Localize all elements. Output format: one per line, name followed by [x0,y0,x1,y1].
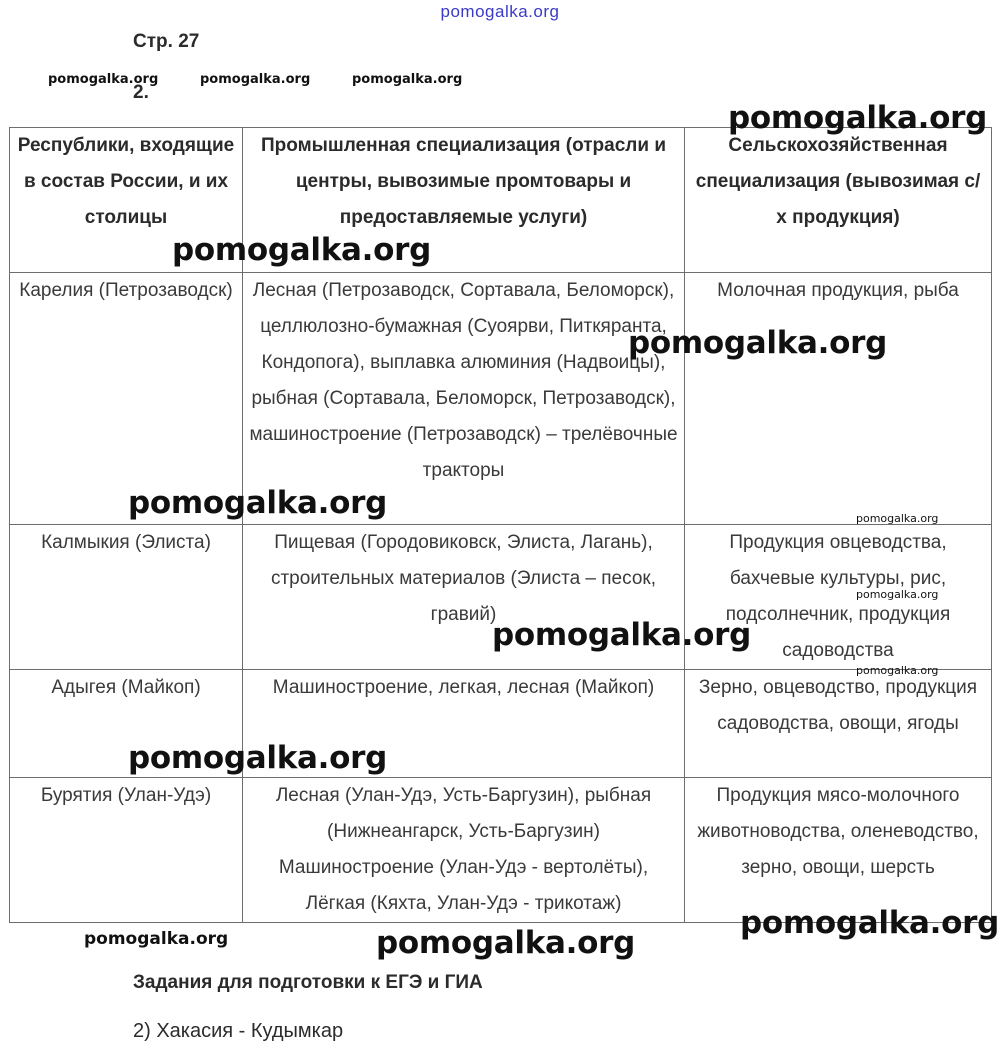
cell-republic: Бурятия (Улан-Удэ) [10,778,243,923]
watermark: pomogalka.org [48,72,159,87]
cell-industry: Лесная (Петрозаводск, Сортавала, Беломорск), целлюлозно-бумажная (Суоярви, Питкяранта, Кондопога), выплавка алюминия (Надвоицы), рыбная (Сортавала, Беломорск, Петрозаводск), машиностроение (Петрозаводск) – трелёвочные тракторы [243,273,685,525]
watermark: pomogalka.org [128,485,388,521]
answer-text: 2) Хакасия - Кудымкар [133,1020,344,1042]
watermark: pomogalka.org [376,925,636,961]
column-header-republics: Республики, входящие в состав России, и их столицы [10,128,243,273]
column-header-industry: Промышленная специализация (отрасли и центры, вывозимые промтовары и предоставляемые услуги) [243,128,685,273]
site-link[interactable]: pomogalka.org [440,2,560,21]
watermark: pomogalka.org [856,664,939,677]
watermark: pomogalka.org [128,740,388,776]
cell-republic: Карелия (Петрозаводск) [10,273,243,525]
cell-industry: Машиностроение, легкая, лесная (Майкоп) [243,670,685,778]
watermark: pomogalka.org [352,72,463,87]
watermark: pomogalka.org [172,232,432,268]
cell-agriculture: Продукция овцеводства, бахчевые культуры, рис, подсолнечник, продукция садоводства [685,525,992,670]
watermark: pomogalka.org [740,905,1000,941]
cell-agriculture: Зерно, овцеводство, продукция садоводства, овощи, ягоды [685,670,992,778]
task-number: 2. [133,82,149,103]
cell-republic: Калмыкия (Элиста) [10,525,243,670]
section-title: Задания для подготовки к ЕГЭ и ГИА [133,972,483,993]
table-row [10,778,992,923]
cell-agriculture: Продукция мясо-молочного животноводства, оленеводство, зерно, овощи, шерсть [685,778,992,923]
cell-industry: Пищевая (Городовиковск, Элиста, Лагань), строительных материалов (Элиста – песок, гравий) [243,525,685,670]
watermark: pomogalka.org [728,100,988,136]
watermark: pomogalka.org [856,512,939,525]
regions-table [9,127,992,923]
cell-industry: Лесная (Улан-Удэ, Усть-Баргузин), рыбная (Нижнеангарск, Усть-Баргузин) Машиностроение (Улан-Удэ - вертолёты), Лёгкая (Кяхта, Улан-Удэ - трикотаж) [243,778,685,923]
watermark: pomogalka.org [856,588,939,601]
cell-republic: Адыгея (Майкоп) [10,670,243,778]
cell-agriculture: Молочная продукция, рыба [685,273,992,525]
watermark: pomogalka.org [200,72,311,87]
column-header-agriculture: Сельскохозяйственная специализация (вывозимая с/х продукция) [685,128,992,273]
watermark: pomogalka.org [628,325,888,361]
watermark: pomogalka.org [84,929,229,949]
page-number: Стр. 27 [133,31,200,52]
watermark: pomogalka.org [492,617,752,653]
table-header-row [10,128,992,273]
